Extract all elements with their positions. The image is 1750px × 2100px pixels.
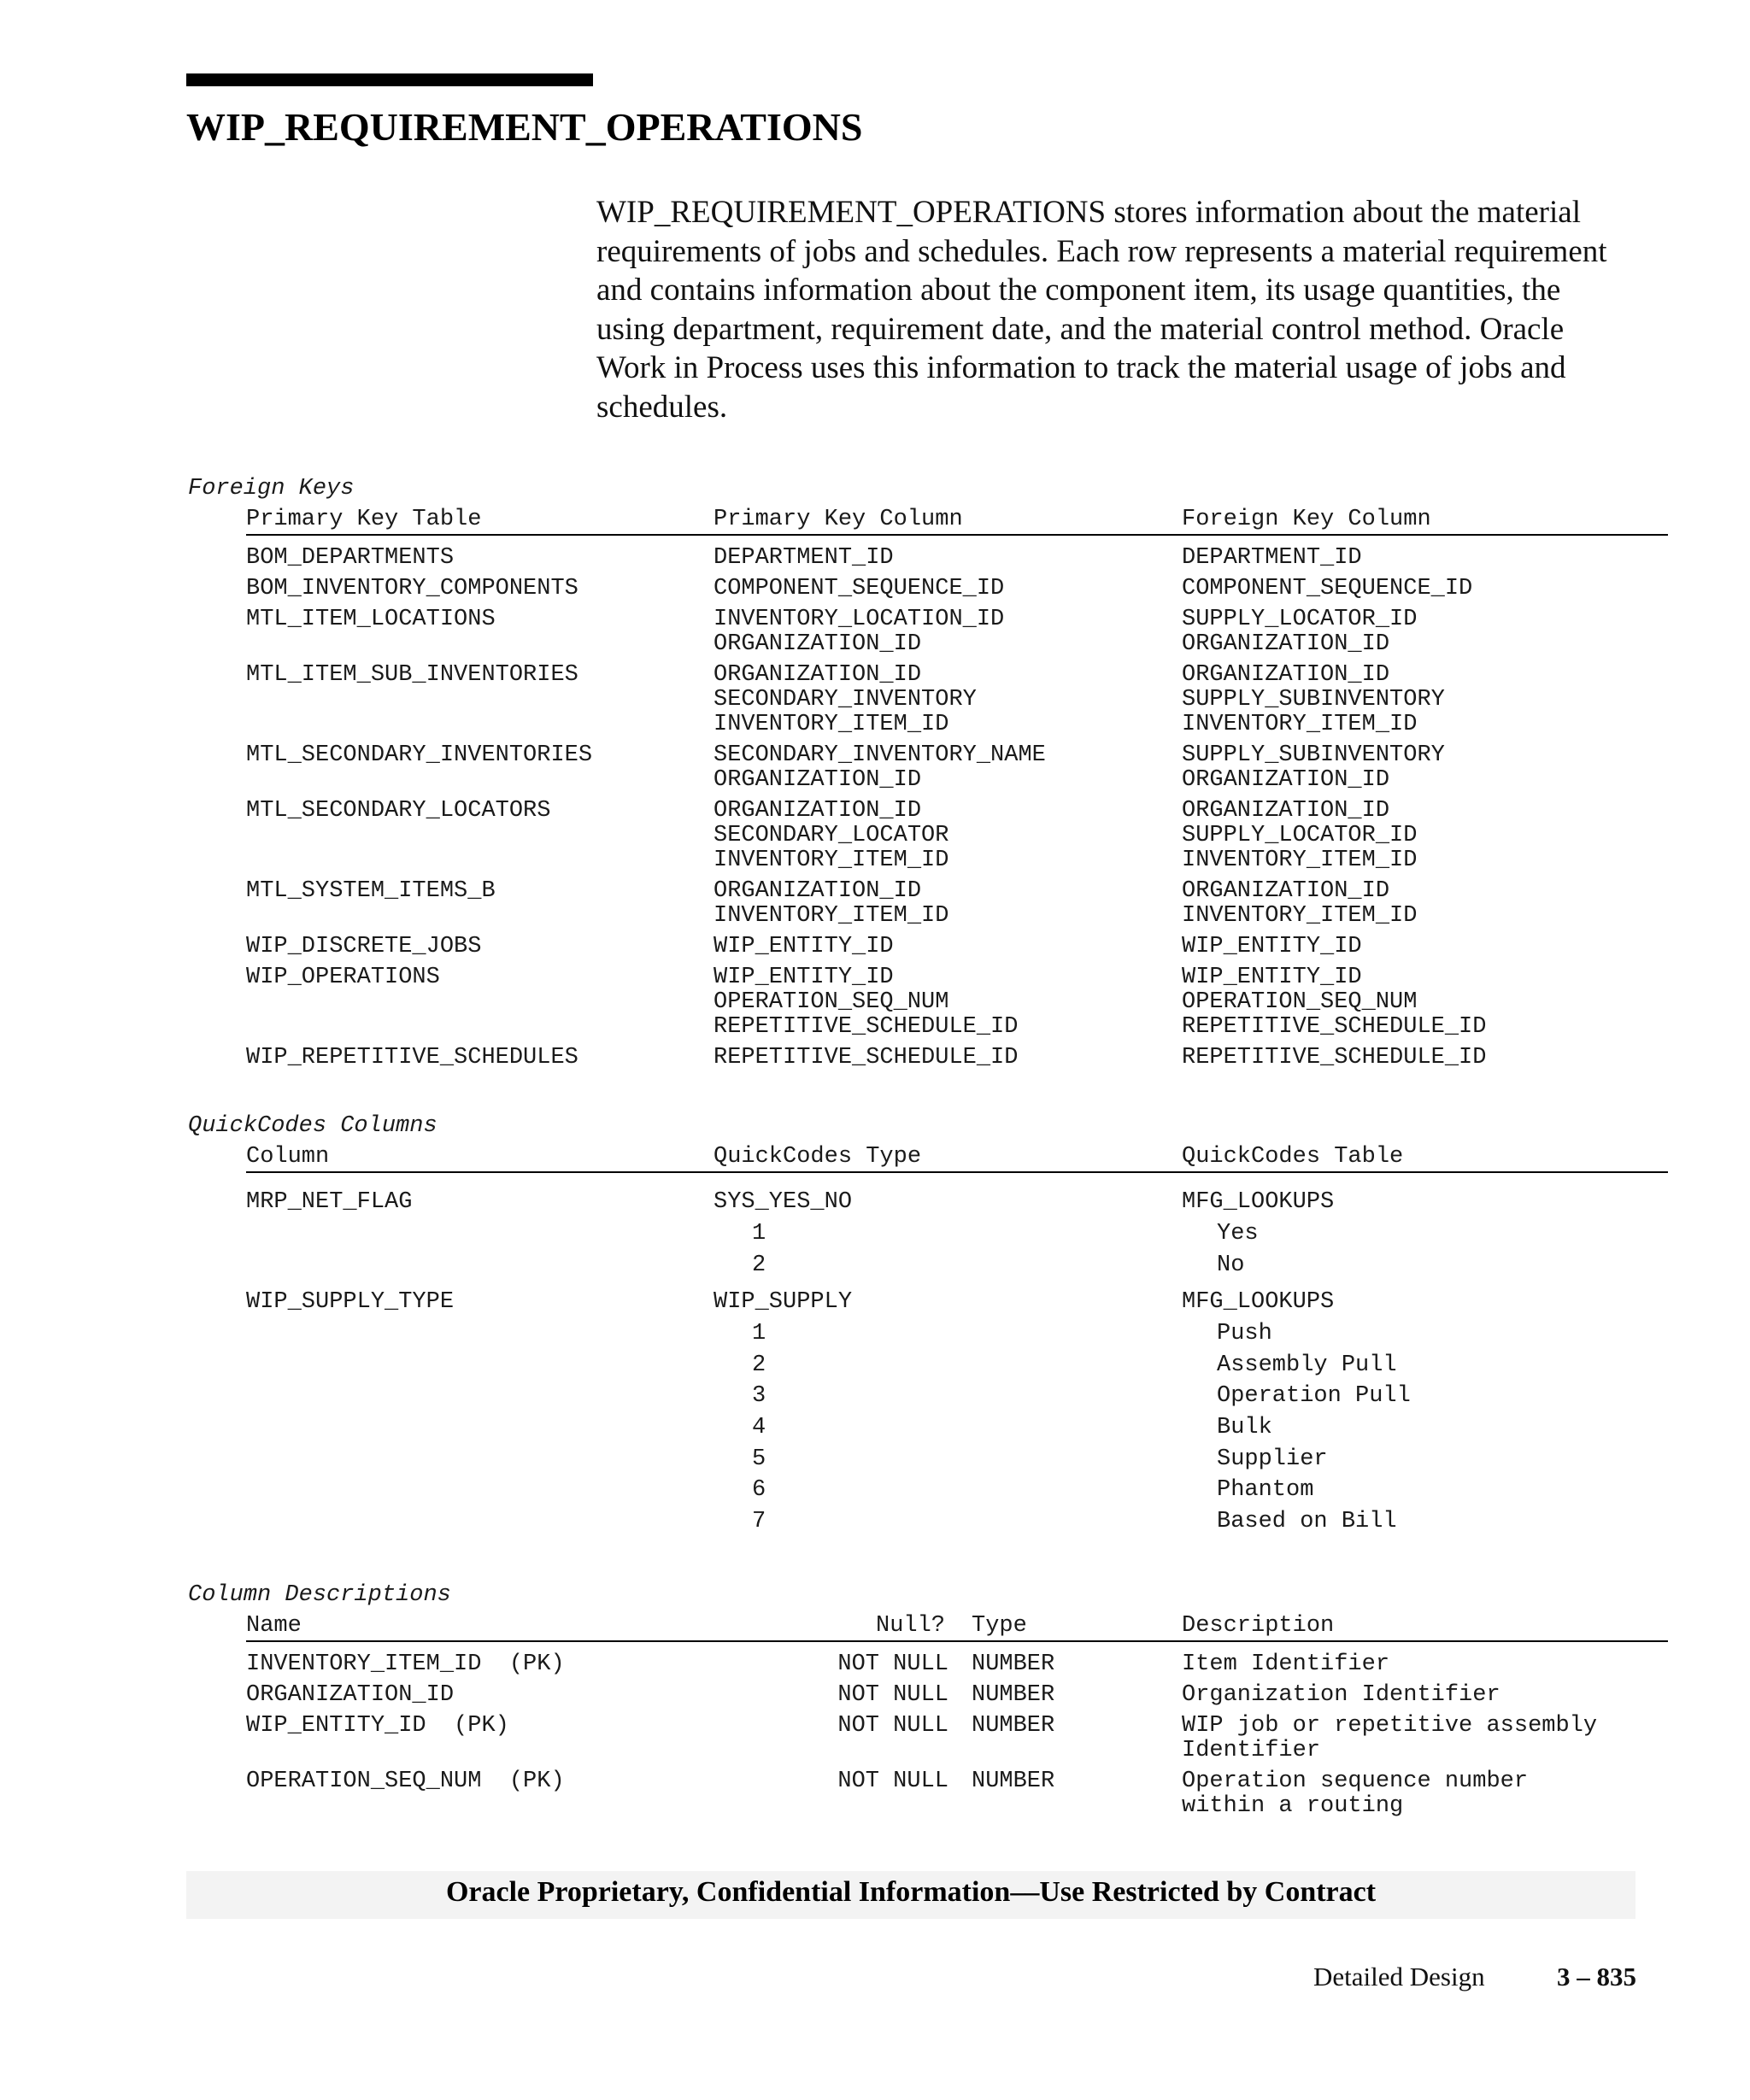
fk-primary-key-column: REPETITIVE_SCHEDULE_ID [714, 1014, 1019, 1040]
page-number: 3 – 835 [1557, 1962, 1636, 1991]
fk-table-name: BOM_DEPARTMENTS [246, 545, 455, 571]
foreign-keys-label: Foreign Keys [188, 476, 355, 502]
fk-foreign-key-column: SUPPLY_SUBINVENTORY [1182, 687, 1445, 713]
cd-null: NOT NULL [837, 1713, 948, 1739]
fk-header-rule [246, 534, 1668, 536]
fk-foreign-key-column: ORGANIZATION_ID [1182, 631, 1390, 657]
fk-table-name: MTL_SYSTEM_ITEMS_B [246, 878, 496, 904]
cd-description: Identifier [1182, 1738, 1321, 1763]
fk-primary-key-column: INVENTORY_ITEM_ID [714, 712, 949, 737]
fk-table-name: MTL_ITEM_LOCATIONS [246, 607, 496, 632]
cd-header-description: Description [1182, 1613, 1335, 1639]
qc-column-name: WIP_SUPPLY_TYPE [246, 1289, 455, 1316]
fk-foreign-key-column: REPETITIVE_SCHEDULE_ID [1182, 1045, 1487, 1071]
qc-meaning: No [1217, 1252, 1245, 1278]
qc-code: 1 [752, 1321, 766, 1347]
cd-column-name: INVENTORY_ITEM_ID (PK) [246, 1651, 565, 1677]
fk-foreign-key-column: COMPONENT_SEQUENCE_ID [1182, 576, 1473, 601]
qc-table: MFG_LOOKUPS [1182, 1289, 1335, 1316]
fk-primary-key-column: WIP_ENTITY_ID [714, 965, 894, 990]
page-section-name: Detailed Design [1313, 1962, 1485, 1991]
qc-code: 4 [752, 1415, 766, 1440]
cd-type: NUMBER [972, 1682, 1055, 1708]
qc-type: SYS_YES_NO [714, 1189, 853, 1215]
fk-primary-key-column: INVENTORY_ITEM_ID [714, 903, 949, 929]
fk-primary-key-column: SECONDARY_INVENTORY_NAME [714, 742, 1046, 768]
fk-primary-key-column: INVENTORY_ITEM_ID [714, 848, 949, 873]
qc-header-type: QuickCodes Type [714, 1144, 922, 1170]
fk-primary-key-column: COMPONENT_SEQUENCE_ID [714, 576, 1005, 601]
cd-column-name: WIP_ENTITY_ID (PK) [246, 1713, 509, 1739]
qc-header-table: QuickCodes Table [1182, 1144, 1404, 1170]
fk-primary-key-column: ORGANIZATION_ID [714, 767, 922, 793]
fk-primary-key-column: ORGANIZATION_ID [714, 631, 922, 657]
qc-header-column: Column [246, 1144, 330, 1170]
qc-code: 5 [752, 1446, 766, 1472]
fk-primary-key-column: SECONDARY_INVENTORY [714, 687, 977, 713]
cd-header-rule [246, 1640, 1668, 1642]
qc-meaning: Push [1217, 1321, 1272, 1347]
cd-type: NUMBER [972, 1651, 1055, 1677]
cd-description: Organization Identifier [1182, 1682, 1500, 1708]
fk-table-name: WIP_DISCRETE_JOBS [246, 934, 482, 959]
confidential-notice: Oracle Proprietary, Confidential Information––Use Restricted by Contract [445, 1876, 1377, 1908]
intro-paragraph: WIP_REQUIREMENT_OPERATIONS stores information about the material requirements of jobs and schedules. Each row represents a material requirement and contains information about the component item, its usage quantities, the using department, requirement date, and the material control method. Oracle Work in Process uses this information to track the material usage of jobs and schedules. [596, 195, 1607, 425]
fk-foreign-key-column: ORGANIZATION_ID [1182, 798, 1390, 824]
quickcodes-label: QuickCodes Columns [188, 1113, 438, 1139]
fk-foreign-key-column: ORGANIZATION_ID [1182, 662, 1390, 688]
cd-header-type: Type [972, 1613, 1027, 1639]
fk-foreign-key-column: WIP_ENTITY_ID [1182, 965, 1362, 990]
cd-type: NUMBER [972, 1713, 1055, 1739]
fk-primary-key-column: INVENTORY_LOCATION_ID [714, 607, 1005, 632]
fk-table-name: BOM_INVENTORY_COMPONENTS [246, 576, 578, 601]
qc-meaning: Operation Pull [1217, 1383, 1411, 1410]
cd-null: NOT NULL [837, 1769, 948, 1794]
fk-primary-key-column: OPERATION_SEQ_NUM [714, 989, 949, 1015]
cd-header-name: Name [246, 1613, 302, 1639]
fk-table-name: MTL_ITEM_SUB_INVENTORIES [246, 662, 578, 688]
cd-null: NOT NULL [837, 1682, 948, 1708]
cd-description: WIP job or repetitive assembly [1182, 1713, 1598, 1739]
fk-primary-key-column: SECONDARY_LOCATOR [714, 823, 949, 848]
fk-foreign-key-column: REPETITIVE_SCHEDULE_ID [1182, 1014, 1487, 1040]
fk-header-foreign-key-column: Foreign Key Column [1182, 507, 1431, 532]
qc-header-rule [246, 1171, 1668, 1173]
fk-table-name: MTL_SECONDARY_LOCATORS [246, 798, 551, 824]
cd-column-name: ORGANIZATION_ID [246, 1682, 455, 1708]
fk-header-primary-key-table: Primary Key Table [246, 507, 482, 532]
fk-foreign-key-column: ORGANIZATION_ID [1182, 878, 1390, 904]
fk-foreign-key-column: DEPARTMENT_ID [1182, 545, 1362, 571]
qc-code: 3 [752, 1383, 766, 1410]
cd-type: NUMBER [972, 1769, 1055, 1794]
fk-foreign-key-column: INVENTORY_ITEM_ID [1182, 848, 1418, 873]
qc-meaning: Assembly Pull [1217, 1352, 1397, 1378]
fk-primary-key-column: DEPARTMENT_ID [714, 545, 894, 571]
fk-table-name: MTL_SECONDARY_INVENTORIES [246, 742, 593, 768]
qc-meaning: Bulk [1217, 1415, 1272, 1440]
cd-description: within a routing [1182, 1793, 1404, 1819]
qc-column-name: MRP_NET_FLAG [246, 1189, 413, 1215]
page-title: WIP_REQUIREMENT_OPERATIONS [186, 105, 863, 149]
qc-code: 1 [752, 1221, 766, 1247]
cd-description: Operation sequence number [1182, 1769, 1529, 1794]
qc-type: WIP_SUPPLY [714, 1289, 853, 1316]
fk-foreign-key-column: SUPPLY_LOCATOR_ID [1182, 607, 1418, 632]
fk-primary-key-column: ORGANIZATION_ID [714, 662, 922, 688]
fk-foreign-key-column: WIP_ENTITY_ID [1182, 934, 1362, 959]
fk-foreign-key-column: INVENTORY_ITEM_ID [1182, 712, 1418, 737]
qc-meaning: Yes [1217, 1221, 1259, 1247]
qc-code: 2 [752, 1252, 766, 1278]
fk-primary-key-column: REPETITIVE_SCHEDULE_ID [714, 1045, 1019, 1071]
fk-primary-key-column: WIP_ENTITY_ID [714, 934, 894, 959]
cd-description: Item Identifier [1182, 1651, 1390, 1677]
qc-meaning: Supplier [1217, 1446, 1328, 1472]
qc-table: MFG_LOOKUPS [1182, 1189, 1335, 1215]
fk-foreign-key-column: OPERATION_SEQ_NUM [1182, 989, 1418, 1015]
qc-meaning: Based on Bill [1217, 1508, 1397, 1534]
qc-meaning: Phantom [1217, 1477, 1314, 1504]
fk-foreign-key-column: SUPPLY_LOCATOR_ID [1182, 823, 1418, 848]
cd-header-null: Null? [876, 1613, 946, 1639]
qc-code: 6 [752, 1477, 766, 1504]
fk-foreign-key-column: INVENTORY_ITEM_ID [1182, 903, 1418, 929]
fk-header-primary-key-column: Primary Key Column [714, 507, 963, 532]
fk-foreign-key-column: SUPPLY_SUBINVENTORY [1182, 742, 1445, 768]
top-rule [186, 73, 593, 86]
fk-foreign-key-column: ORGANIZATION_ID [1182, 767, 1390, 793]
fk-table-name: WIP_REPETITIVE_SCHEDULES [246, 1045, 578, 1071]
cd-null: NOT NULL [837, 1651, 948, 1677]
column-descriptions-label: Column Descriptions [188, 1582, 451, 1608]
cd-column-name: OPERATION_SEQ_NUM (PK) [246, 1769, 565, 1794]
fk-primary-key-column: ORGANIZATION_ID [714, 798, 922, 824]
qc-code: 2 [752, 1352, 766, 1378]
fk-table-name: WIP_OPERATIONS [246, 965, 440, 990]
qc-code: 7 [752, 1508, 766, 1534]
fk-primary-key-column: ORGANIZATION_ID [714, 878, 922, 904]
